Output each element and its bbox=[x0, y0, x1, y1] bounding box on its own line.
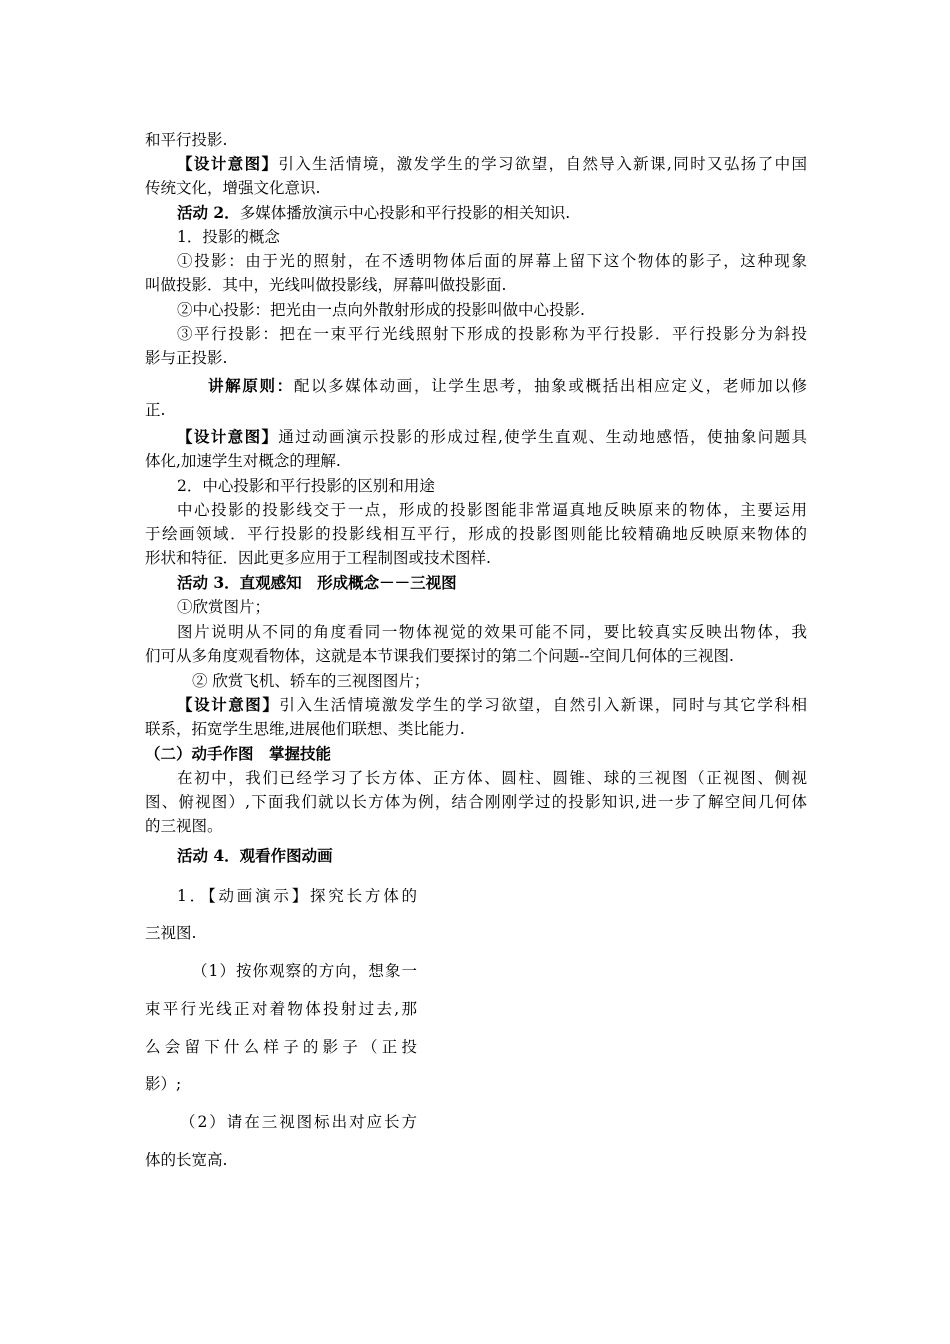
text-line bbox=[145, 1035, 417, 1059]
text-line bbox=[177, 425, 807, 449]
text-run: 配以多媒体动画，让学生思考，抽象或概括出相应定义，老师加以修 bbox=[293, 377, 807, 395]
text-run: ①投影：由于光的照射，在不透明物体后面的屏幕上留下这个物体的影子，这种现象 bbox=[177, 252, 807, 270]
text-run: 么会留下什么样子的影子（正投 bbox=[145, 1038, 417, 1056]
text-run: 体化,加速学生对概念的理解. bbox=[145, 452, 341, 470]
text-run: ③平行投影：把在一束平行光线照射下形成的投影称为平行投影．平行投影分为斜投 bbox=[177, 325, 807, 343]
design-intent-label: 【设计意图】 bbox=[177, 695, 280, 714]
text-run: ①欣赏图片； bbox=[177, 598, 271, 616]
section-heading: 1．投影的概念 bbox=[177, 228, 280, 246]
text-run: 多媒体播放演示中心投影和平行投影的相关知识. bbox=[239, 204, 571, 222]
text-run: 在初中，我们已经学习了长方体、正方体、圆柱、圆锥、球的三视图（正视图、侧视 bbox=[177, 769, 807, 787]
text-run: 正. bbox=[145, 401, 166, 419]
text-line bbox=[177, 225, 280, 249]
text-run: 形状和特征．因此更多应用于工程制图或技术图样. bbox=[145, 549, 491, 567]
section-heading: 2．中心投影和平行投影的区别和用途 bbox=[177, 477, 435, 495]
text-line bbox=[177, 298, 585, 322]
text-run: 引入生活情境，激发学生的学习欲望，自然导入新课,同时又弘扬了中国 bbox=[278, 155, 807, 173]
text-line bbox=[177, 249, 807, 273]
text-run: 引入生活情境激发学生的学习欲望，自然引入新课，同时与其它学科相 bbox=[279, 696, 807, 714]
text-run: 传统文化，增强文化意识. bbox=[145, 179, 321, 197]
text-run: 于绘画领域．平行投影的投影线相互平行，形成的投影图则能比较精确地反映原来物体的 bbox=[145, 525, 807, 543]
text-run: 活动 3．直观感知 形成概念－－三视图 bbox=[177, 573, 457, 592]
text-run: 束平行光线正对着物体投射过去,那 bbox=[145, 1000, 417, 1018]
text-line bbox=[145, 449, 341, 473]
design-intent-label: 【设计意图】 bbox=[177, 427, 279, 446]
text-run: ②中心投影：把光由一点向外散射形成的投影叫做中心投影. bbox=[177, 301, 585, 319]
text-run: 的三视图。 bbox=[145, 817, 223, 835]
text-line bbox=[145, 814, 223, 838]
text-run: 1．【动画演示】探究长方体的 bbox=[177, 887, 417, 905]
text-line bbox=[145, 790, 807, 814]
text-run: （1）按你观察的方向，想象一 bbox=[192, 962, 417, 980]
text-line bbox=[145, 921, 196, 945]
text-line bbox=[145, 176, 320, 200]
text-run: 和平行投影. bbox=[145, 131, 228, 149]
text-run: 联系，拓宽学生思维,进展他们联想、类比能力. bbox=[145, 720, 465, 738]
text-line bbox=[177, 884, 417, 908]
text-line bbox=[145, 1148, 227, 1172]
text-run: 影）; bbox=[145, 1075, 182, 1093]
text-line bbox=[177, 322, 807, 346]
text-line bbox=[208, 374, 807, 398]
text-line bbox=[177, 620, 807, 644]
text-run: （二）动手作图 掌握技能 bbox=[145, 744, 332, 763]
design-intent-label: 【设计意图】 bbox=[177, 154, 279, 173]
text-line bbox=[145, 522, 807, 546]
principle-label: 讲解原则： bbox=[208, 376, 294, 395]
text-run: ② 欣赏飞机、轿车的三视图图片； bbox=[192, 672, 430, 690]
text-run: 通过动画演示投影的形成过程,使学生直观、生动地感悟，使抽象问题具 bbox=[278, 428, 807, 446]
text-line bbox=[145, 398, 165, 422]
section-heading bbox=[145, 742, 331, 766]
activity-heading bbox=[177, 571, 457, 595]
text-run: 影与正投影. bbox=[145, 349, 228, 367]
text-line bbox=[145, 128, 227, 152]
text-line bbox=[192, 959, 417, 983]
activity-heading bbox=[177, 844, 333, 868]
text-line bbox=[177, 693, 807, 717]
text-line bbox=[180, 1110, 417, 1134]
text-line bbox=[145, 1072, 181, 1096]
text-run: 图片说明从不同的角度看同一物体视觉的效果可能不同，要比较真实反映出物体，我 bbox=[177, 623, 807, 641]
text-run: 活动 4．观看作图动画 bbox=[177, 846, 333, 865]
text-line bbox=[145, 346, 227, 370]
text-run: 三视图. bbox=[145, 924, 197, 942]
text-run: 图、俯视图）,下面我们就以长方体为例，结合刚刚学过的投影知识,进一步了解空间几何体 bbox=[145, 793, 807, 811]
text-line bbox=[145, 644, 734, 668]
text-run: 们可从多角度观看物体，这就是本节课我们要探讨的第二个问题--空间几何体的三视图. bbox=[145, 647, 734, 665]
text-line bbox=[192, 669, 429, 693]
text-line bbox=[145, 717, 465, 741]
text-line bbox=[177, 766, 807, 790]
activity-label: 活动 2． bbox=[177, 203, 240, 222]
text-line bbox=[177, 498, 807, 522]
text-line bbox=[145, 273, 506, 297]
text-line bbox=[145, 997, 417, 1021]
text-run: （2）请在三视图标出对应长方 bbox=[180, 1113, 417, 1131]
text-line bbox=[177, 474, 435, 498]
text-line bbox=[177, 595, 270, 619]
text-run: 中心投影的投影线交于一点，形成的投影图能非常逼真地反映原来的物体，主要运用 bbox=[177, 501, 807, 519]
text-line bbox=[145, 546, 491, 570]
text-line bbox=[177, 201, 570, 225]
text-run: 叫做投影．其中，光线叫做投影线，屏幕叫做投影面. bbox=[145, 276, 507, 294]
text-line bbox=[177, 152, 807, 176]
text-run: 体的长宽高. bbox=[145, 1151, 228, 1169]
